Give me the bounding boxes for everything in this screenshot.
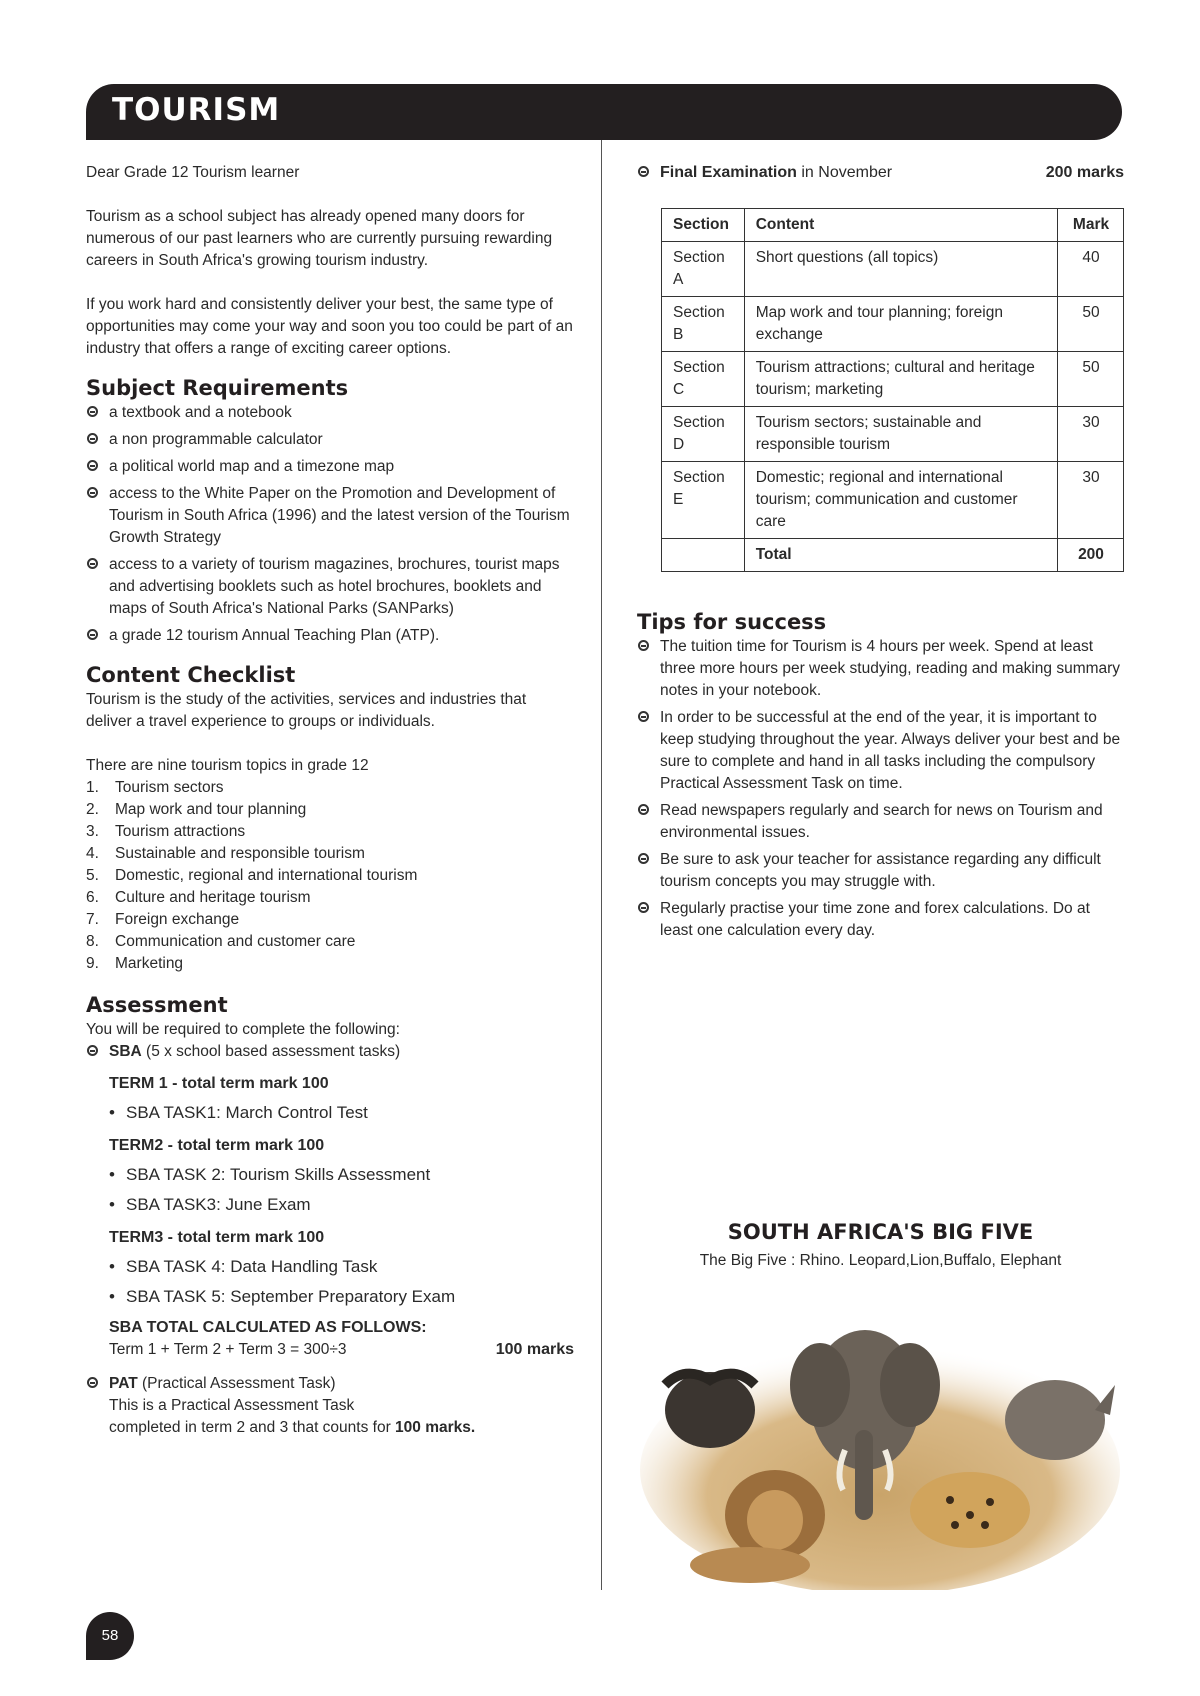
bullet-icon — [638, 853, 649, 864]
bullet-icon — [87, 1377, 98, 1388]
sba-calc-formula: Term 1 + Term 2 + Term 3 = 300÷3 — [109, 1341, 347, 1358]
intro-paragraph-2: If you work hard and consistently deliver your best, the same type of opportunities may come your way and soon you too could be part of an industry that offers a range of exciting career options. — [86, 296, 573, 357]
topics-list — [86, 777, 574, 975]
assessment-heading: Assessment — [86, 993, 228, 1017]
big-five-illustration — [640, 1310, 1120, 1590]
assessment-intro: You will be required to complete the following: — [86, 1021, 400, 1038]
sba-calc-marks: 100 marks — [495, 1341, 574, 1358]
table-row: Section A Short questions (all topics) 40 — [662, 242, 1124, 297]
topics-intro: There are nine tourism topics in grade 12 — [86, 757, 369, 774]
bullet-icon — [87, 406, 98, 417]
checklist-intro: Tourism is the study of the activities, services and industries that deliver a travel experience to groups or individuals. — [86, 691, 527, 730]
list-item: In order to be successful at the end of the year, it is important to keep studying throughout the year. Always deliver your best and be sure to complete and hand in all tasks including the compulsory Practical Assessment Task on time. — [637, 707, 1124, 795]
task-item: • SBA TASK 5: September Preparatory Exam — [109, 1287, 456, 1306]
list-item: Regularly practise your time zone and forex calculations. Do at least one calculation every day. — [637, 898, 1124, 942]
task-item: • SBA TASK 4: Data Handling Task — [109, 1257, 378, 1276]
list-item: Be sure to ask your teacher for assistance regarding any difficult tourism concepts you may struggle with. — [637, 849, 1124, 893]
right-column — [637, 162, 1124, 947]
bigfive-subtitle: The Big Five : Rhino. Leopard,Lion,Buffalo, Elephant — [699, 1252, 1062, 1269]
requirements-list — [86, 402, 574, 647]
list-item: 5. Domestic, regional and international tourism — [86, 867, 418, 884]
list-item: a textbook and a notebook — [86, 402, 574, 424]
bullet-icon — [638, 166, 649, 177]
title-banner — [86, 84, 1122, 140]
term-2-heading: TERM2 - total term mark 100 — [109, 1137, 325, 1154]
table-row: Section D Tourism sectors; sustainable and responsible tourism 30 — [662, 407, 1124, 462]
assessment-list — [86, 1041, 574, 1063]
list-item: The tuition time for Tourism is 4 hours per week. Spend at least three more hours per week studying, reading and making summary notes in your notebook. — [637, 636, 1124, 702]
checklist-heading: Content Checklist — [86, 663, 296, 687]
bullet-icon — [638, 804, 649, 815]
bullet-icon — [87, 558, 98, 569]
list-item: a grade 12 tourism Annual Teaching Plan (ATP). — [86, 625, 574, 647]
list-item: 7. Foreign exchange — [86, 911, 240, 928]
task-item: • SBA TASK1: March Control Test — [109, 1103, 368, 1122]
exam-table — [661, 208, 1124, 572]
list-item: 8. Communication and customer care — [86, 933, 356, 950]
bullet-icon — [638, 902, 649, 913]
table-total-row: Total 200 — [662, 539, 1124, 572]
table-row: Section B Map work and tour planning; foreign exchange 50 — [662, 297, 1124, 352]
bullet-icon — [87, 460, 98, 471]
list-item: 9. Marketing — [86, 955, 184, 972]
final-exam-marks: 200 marks — [1045, 164, 1124, 181]
requirements-heading: Subject Requirements — [86, 376, 349, 400]
bullet-icon — [638, 640, 649, 651]
bigfive-title: SOUTH AFRICA'S BIG FIVE — [727, 1220, 1034, 1244]
bullet-icon — [87, 433, 98, 444]
bullet-icon — [87, 1045, 98, 1056]
list-item: 4. Sustainable and responsible tourism — [86, 845, 365, 862]
list-item: 2. Map work and tour planning — [86, 801, 307, 818]
bullet-icon — [87, 487, 98, 498]
term-3-heading: TERM3 - total term mark 100 — [109, 1229, 325, 1246]
bullet-icon — [638, 711, 649, 722]
list-item: 6. Culture and heritage tourism — [86, 889, 311, 906]
buffalo-illustration — [665, 1372, 755, 1448]
pat-list — [86, 1373, 574, 1439]
table-row: Section C Tourism attractions; cultural and heritage tourism; marketing 50 — [662, 352, 1124, 407]
table-row: Section E Domestic; regional and international tourism; communication and customer care 30 — [662, 462, 1124, 539]
bullet-icon — [87, 629, 98, 640]
page-number: 58 — [86, 1612, 134, 1660]
task-item: • SBA TASK 2: Tourism Skills Assessment — [109, 1165, 431, 1184]
list-item: access to a variety of tourism magazines, brochures, tourist maps and advertising booklets such as hotel brochures, booklets and maps of South Africa's National Parks (SANParks) — [86, 554, 574, 620]
tips-list — [637, 636, 1124, 942]
list-item: 3. Tourism attractions — [86, 823, 246, 840]
list-item: access to the White Paper on the Promotion and Development of Tourism in South Africa (1996) and the latest version of the Tourism Growth Strategy — [86, 483, 574, 549]
list-item: 1. Tourism sectors — [86, 779, 224, 796]
greeting: Dear Grade 12 Tourism learner — [86, 164, 300, 181]
list-item: SBA (5 x school based assessment tasks) — [86, 1041, 574, 1063]
sba-calculation — [109, 1317, 574, 1361]
table-header-row: Section Content Mark — [662, 209, 1124, 242]
sba-calc-label: SBA TOTAL CALCULATED AS FOLLOWS: — [109, 1319, 427, 1336]
leopard-illustration — [910, 1472, 1030, 1548]
list-item: a political world map and a timezone map — [86, 456, 574, 478]
column-divider — [601, 140, 602, 1590]
tips-heading: Tips for success — [637, 610, 827, 634]
list-item: a non programmable calculator — [86, 429, 574, 451]
intro-paragraph-1: Tourism as a school subject has already opened many doors for numerous of our past learners who are currently pursuing rewarding careers in South Africa's growing tourism industry. — [86, 208, 553, 269]
left-column — [86, 162, 574, 1444]
task-item: • SBA TASK3: June Exam — [109, 1195, 311, 1214]
list-item: Read newspapers regularly and search for news on Tourism and environmental issues. — [637, 800, 1124, 844]
page-title: TOURISM — [112, 92, 281, 128]
final-exam-line: Final Examination in November 200 marks — [637, 162, 1124, 184]
term-1-heading: TERM 1 - total term mark 100 — [109, 1075, 329, 1092]
list-item: PAT (Practical Assessment Task) This is a Practical Assessment Task completed in term 2 and 3 that counts for 100 marks. — [86, 1373, 574, 1439]
